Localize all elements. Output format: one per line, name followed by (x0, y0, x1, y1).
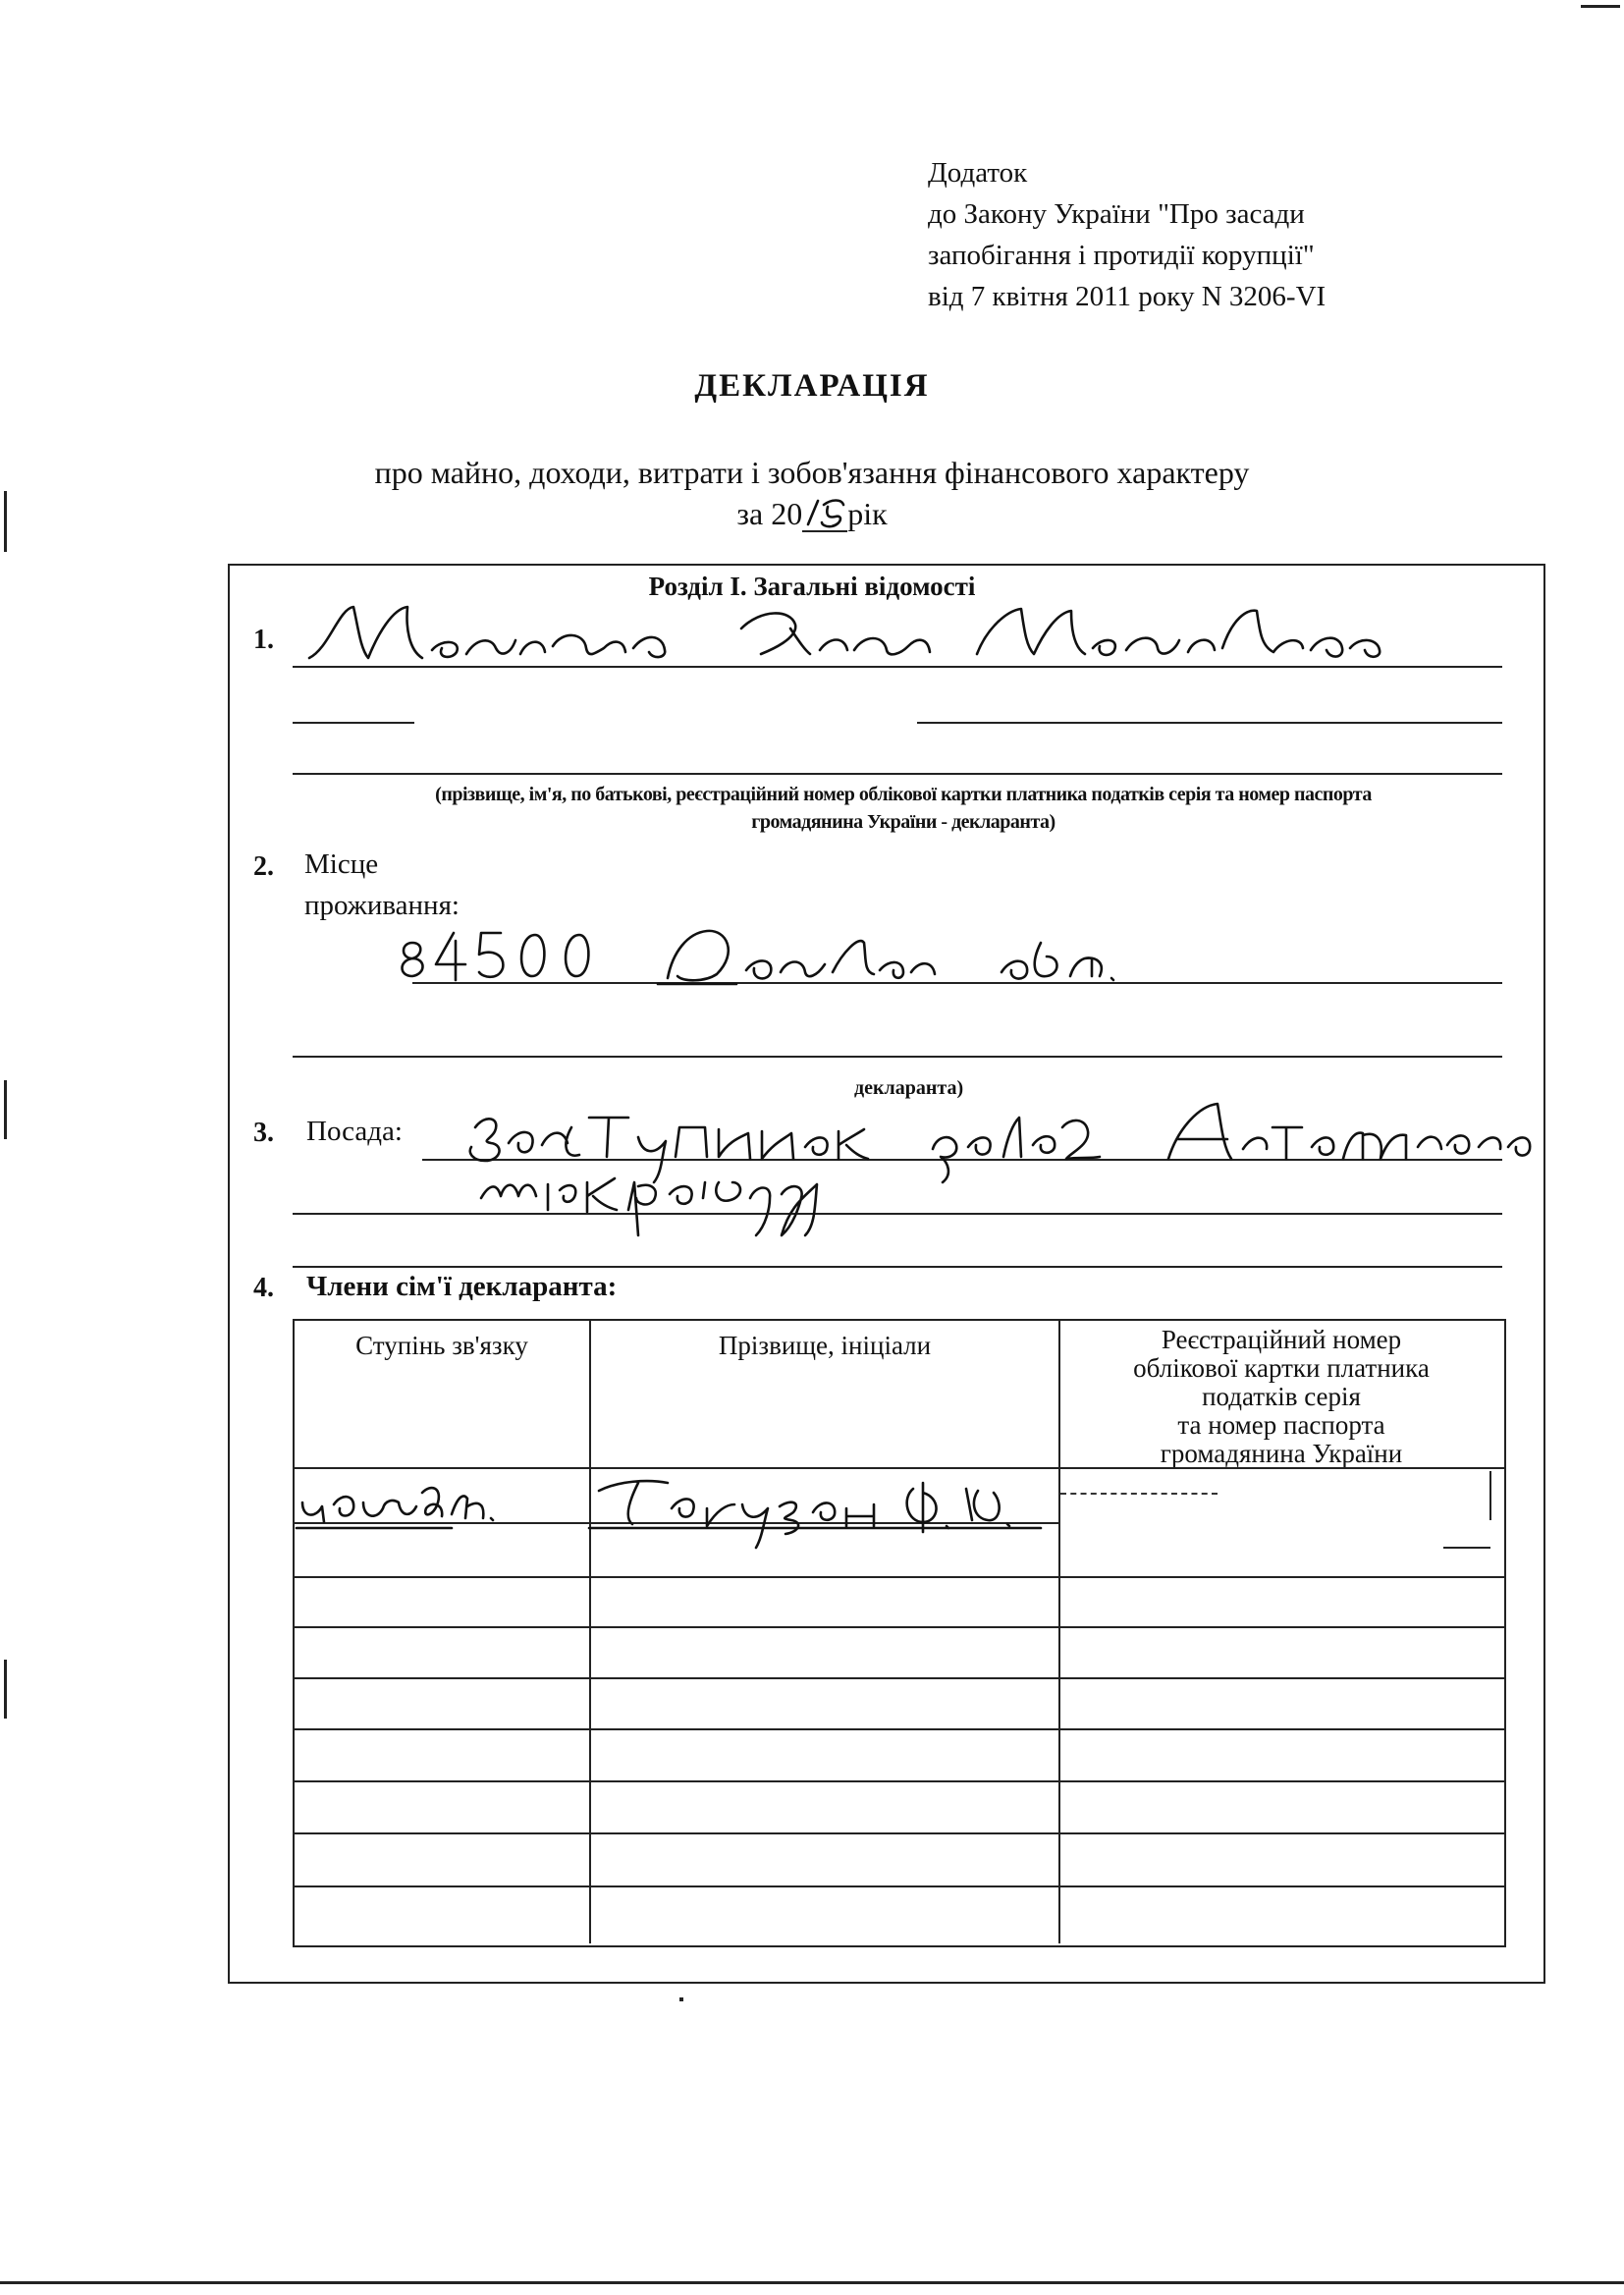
table-row-line-2 (293, 1576, 1504, 1578)
item2-label-line-1: Місце (304, 848, 379, 880)
header3-line-5: громадянина України (1160, 1439, 1403, 1468)
item1-line-2a (293, 722, 414, 724)
table-header-name: Прізвище, ініціали (718, 1331, 932, 1360)
item2-line-2 (293, 1056, 1502, 1058)
redaction-remnant-3 (1489, 1471, 1491, 1520)
table-header-relation: Ступінь зв'язку (355, 1331, 528, 1360)
redaction-remnant-2 (1443, 1547, 1490, 1549)
appendix-line-2: до Закону України "Про засади (928, 198, 1305, 230)
section-title: Розділ I. Загальні відомості (648, 572, 976, 601)
item4-label: Члени сім'ї декларанта: (306, 1271, 618, 1302)
item1-note-line-2: громадянина України - декларанта) (751, 811, 1056, 833)
item1-line-3 (293, 773, 1502, 775)
item1-number: 1. (253, 625, 274, 655)
document-title: ДЕКЛАРАЦІЯ (694, 368, 930, 404)
item4-number: 4. (253, 1273, 274, 1303)
scan-mark-left-3 (4, 1660, 7, 1719)
document-subtitle: про майно, доходи, витрати і зобов'язання фінансового характеру (374, 455, 1250, 490)
table-col-divider-1 (589, 1319, 591, 1943)
handwriting-full-name (299, 589, 1429, 678)
item2-number: 2. (253, 851, 274, 882)
scan-bottom-edge (0, 2281, 1624, 2284)
handwriting-position (461, 1088, 1542, 1245)
table-header-registration (1060, 1326, 1502, 1468)
item2-note-tail: декларанта) (854, 1077, 964, 1099)
table-row-line-6 (293, 1780, 1504, 1782)
appendix-line-1: Додаток (928, 157, 1028, 189)
handwriting-family-row-1 (295, 1453, 1060, 1542)
header3-line-2: облікової картки платника (1133, 1353, 1430, 1383)
appendix-line-3: запобігання і протидії корупції" (928, 240, 1315, 271)
item3-label: Посада: (306, 1116, 403, 1147)
item1-note-line-1: (прізвище, ім'я, по батькові, реєстраційний номер облікової картки платника податків серія та номер паспорта (435, 784, 1372, 805)
redacted-registration-cell (1060, 1469, 1502, 1575)
handwriting-year (802, 495, 847, 530)
year-handwritten (802, 495, 847, 532)
scan-mark-top-right (1581, 5, 1620, 8)
table-row-line-8 (293, 1885, 1504, 1887)
item1-line-2b (917, 722, 1502, 724)
header3-line-4: та номер паспорта (1177, 1410, 1385, 1440)
table-row-line-7 (293, 1832, 1504, 1834)
item1-note (295, 781, 1512, 836)
appendix-block (928, 152, 1537, 317)
scan-mark-left-2 (4, 1080, 7, 1139)
handwriting-address (393, 913, 1178, 992)
table-row-line-3 (293, 1626, 1504, 1628)
year-prefix: за 20 (736, 496, 803, 531)
item2-label-line-2: проживання: (304, 890, 460, 921)
table-row-line-4 (293, 1677, 1504, 1679)
redaction-remnant-1 (1060, 1493, 1218, 1495)
item3-number: 3. (253, 1118, 274, 1148)
appendix-line-4: від 7 квітня 2011 року N 3206-VI (928, 281, 1326, 312)
year-line (0, 495, 1624, 532)
scan-dot (679, 1997, 683, 2001)
header3-line-3: податків серія (1202, 1382, 1361, 1411)
header3-line-1: Реєстраційний номер (1161, 1325, 1402, 1354)
scan-mark-left-1 (4, 491, 7, 552)
table-row-line-5 (293, 1728, 1504, 1730)
year-suffix: рік (847, 496, 888, 531)
item3-line-3 (293, 1266, 1502, 1268)
